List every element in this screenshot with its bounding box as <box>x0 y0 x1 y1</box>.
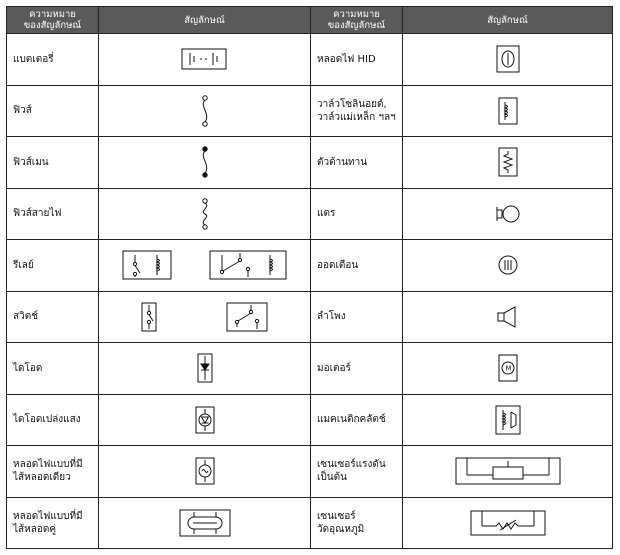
meaning-hid-lamp: หลอดไฟ HID <box>311 34 403 86</box>
meaning-battery: แบตเตอรี่ <box>7 34 99 86</box>
magnetic-clutch-icon <box>494 404 522 436</box>
spacer-graphic <box>162 312 222 322</box>
table-row <box>7 497 613 549</box>
table-row <box>7 188 613 240</box>
meaning-led: ไดโอดเปล่งแสง <box>7 394 99 446</box>
speaker-icon <box>495 304 521 330</box>
symbol-magnetic-clutch <box>403 394 613 446</box>
double-filament-lamp-icon <box>178 508 232 538</box>
meaning-speaker: ลำโพง <box>311 291 403 343</box>
single-filament-lamp-icon <box>194 456 216 486</box>
meaning-relay: รีเลย์ <box>7 240 99 292</box>
switch-changeover-icon <box>225 301 269 333</box>
symbol-main-fuse <box>99 137 311 189</box>
fuse-icon <box>197 94 213 128</box>
meaning-magnetic-clutch: แมคเนติกคลัตช์ <box>311 394 403 446</box>
table-row <box>7 85 613 137</box>
meaning-main-fuse: ฟิวส์เมน <box>7 137 99 189</box>
table-row <box>7 240 613 292</box>
symbol-horn <box>403 188 613 240</box>
symbol-hid-lamp <box>403 34 613 86</box>
table-row <box>7 291 613 343</box>
header-meaning-2: ความหมาย ของสัญลักษณ์ <box>311 7 403 34</box>
symbol-motor <box>403 343 613 395</box>
header-meaning: ความหมาย ของสัญลักษณ์ <box>7 7 99 34</box>
spacer-graphic <box>177 260 205 270</box>
motor-letter: M <box>505 364 512 373</box>
symbol-solenoid-valve <box>403 85 613 137</box>
header-symbol: สัญลักษณ์ <box>99 7 311 34</box>
relay-normally-open-icon <box>121 249 173 281</box>
solenoid-valve-icon <box>497 96 519 126</box>
table-row <box>7 343 613 395</box>
diode-icon <box>196 352 214 384</box>
symbol-table <box>6 6 613 549</box>
meaning-single-filament-lamp: หลอดไฟแบบที่มี ไส้หลอดเดียว <box>7 446 99 498</box>
symbol-battery <box>99 34 311 86</box>
symbol-pressure-sensor <box>403 446 613 498</box>
meaning-motor: มอเตอร์ <box>311 343 403 395</box>
symbol-resistor <box>403 137 613 189</box>
horn-icon <box>494 202 522 226</box>
header-symbol-2: สัญลักษณ์ <box>403 7 613 34</box>
table-row <box>7 394 613 446</box>
pressure-sensor-icon <box>453 455 563 487</box>
fusible-link-icon <box>197 197 213 231</box>
main-fuse-icon <box>197 145 213 179</box>
header-row <box>7 7 613 34</box>
meaning-temperature-sensor: เซนเซอร์ วัดอุณหภูมิ <box>311 497 403 549</box>
symbol-fuse <box>99 85 311 137</box>
symbol-single-filament-lamp <box>99 446 311 498</box>
resistor-icon <box>497 146 519 178</box>
symbol-led <box>99 394 311 446</box>
switch-single-icon <box>140 301 158 333</box>
symbol-relay <box>99 240 311 292</box>
meaning-diode: ไดโอด <box>7 343 99 395</box>
buzzer-icon <box>496 253 520 277</box>
symbol-temperature-sensor <box>403 497 613 549</box>
meaning-buzzer: ออดเตือน <box>311 240 403 292</box>
symbol-double-filament-lamp <box>99 497 311 549</box>
symbol-speaker <box>403 291 613 343</box>
meaning-fusible-link: ฟิวส์สายไฟ <box>7 188 99 240</box>
battery-icon <box>180 45 230 73</box>
relay-changeover-icon <box>208 249 288 281</box>
meaning-resistor: ตัวต้านทาน <box>311 137 403 189</box>
meaning-horn: แตร <box>311 188 403 240</box>
meaning-double-filament-lamp: หลอดไฟแบบที่มี ไส้หลอดคู่ <box>7 497 99 549</box>
symbol-switch <box>99 291 311 343</box>
meaning-switch: สวิตช์ <box>7 291 99 343</box>
led-icon <box>194 405 216 435</box>
meaning-solenoid-valve: วาล์วโซลินอยด์, วาล์วแม่เหล็ก ฯลฯ <box>311 85 403 137</box>
symbol-diode <box>99 343 311 395</box>
symbol-fusible-link <box>99 188 311 240</box>
hid-lamp-icon <box>495 44 521 74</box>
table-row <box>7 446 613 498</box>
symbol-table-container <box>6 6 612 552</box>
symbol-buzzer <box>403 240 613 292</box>
temperature-sensor-icon <box>468 508 548 538</box>
motor-icon <box>497 353 519 383</box>
table-row <box>7 137 613 189</box>
table-row <box>7 34 613 86</box>
meaning-fuse: ฟิวส์ <box>7 85 99 137</box>
meaning-pressure-sensor: เซนเซอร์แรงดัน เป็นต้น <box>311 446 403 498</box>
